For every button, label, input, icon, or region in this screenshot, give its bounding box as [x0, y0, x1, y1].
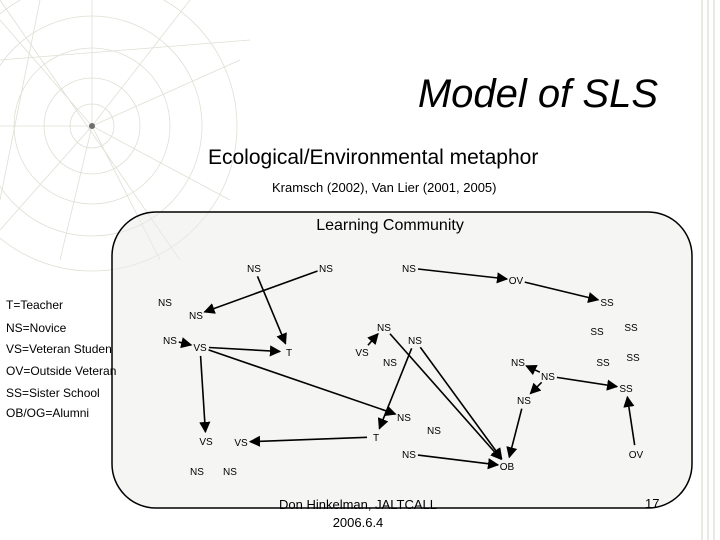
node-ss1: SS — [600, 298, 614, 309]
footer-author: Don Hinkelman, JALTCALL — [279, 497, 437, 512]
node-vs1: VS — [193, 343, 207, 354]
node-t2: T — [372, 433, 380, 444]
page-number: 17 — [645, 496, 660, 511]
node-vs2: VS — [355, 348, 369, 359]
legend-sister-school: SS=Sister School — [6, 386, 100, 400]
node-n6: NS — [163, 336, 177, 347]
footer-date: 2006.6.4 — [332, 515, 384, 530]
node-n2: NS — [319, 264, 333, 275]
community-label: Learning Community — [316, 217, 464, 234]
node-n14: NS — [427, 426, 441, 437]
node-vs4: VS — [234, 438, 248, 449]
legend-teacher: T=Teacher — [6, 298, 64, 312]
node-ov1: OV — [508, 276, 524, 287]
node-ss4: SS — [596, 358, 610, 369]
node-n11: NS — [541, 372, 555, 383]
node-n12: NS — [517, 396, 531, 407]
node-n1: NS — [247, 264, 261, 275]
node-ss3: SS — [624, 323, 638, 334]
node-n7: NS — [377, 323, 391, 334]
node-ob: OB — [499, 462, 515, 473]
node-n16: NS — [190, 467, 204, 478]
node-ss2: SS — [590, 327, 604, 338]
node-n4: NS — [189, 311, 203, 322]
node-n9: NS — [383, 358, 397, 369]
node-n3: NS — [402, 264, 416, 275]
slide-subtitle: Ecological/Environmental metaphor — [208, 146, 539, 169]
legend-veteran-student: VS=Veteran Studen — [6, 342, 112, 356]
legend-outside-veteran: OV=Outside Veteran — [6, 364, 117, 378]
node-ov2: OV — [628, 450, 644, 461]
legend-novice: NS=Novice — [6, 321, 67, 335]
node-t1: T — [285, 348, 293, 359]
node-n8: NS — [408, 336, 422, 347]
node-ss5: SS — [626, 353, 640, 364]
citation: Kramsch (2002), Van Lier (2001, 2005) — [272, 180, 497, 195]
node-n17: NS — [223, 467, 237, 478]
node-n5: NS — [158, 298, 172, 309]
slide-title: Model of SLS — [417, 72, 658, 116]
node-n10: NS — [511, 358, 525, 369]
footer-credit — [270, 496, 446, 532]
node-ss6: SS — [619, 384, 633, 395]
legend-alumni: OB/OG=Alumni — [6, 406, 90, 420]
node-n15: NS — [402, 450, 416, 461]
node-n13: NS — [397, 413, 411, 424]
node-vs3: VS — [199, 437, 213, 448]
